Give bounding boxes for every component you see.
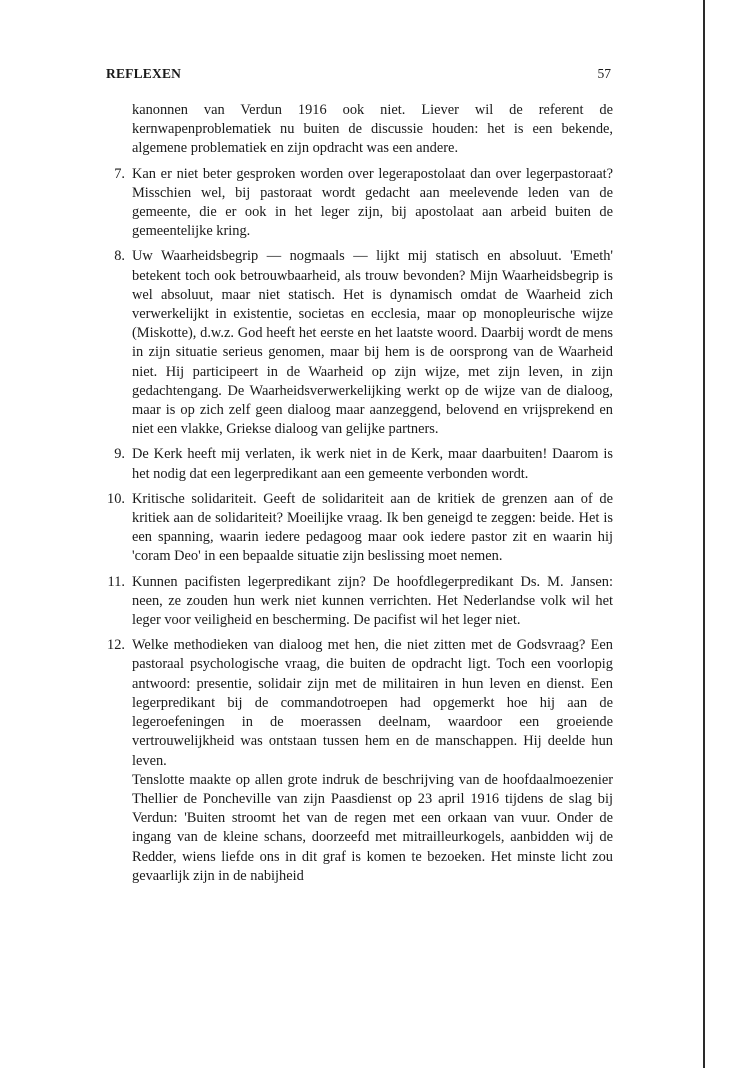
running-header: [106, 66, 611, 86]
item-number: 7.: [114, 165, 125, 182]
list-item-9: [103, 445, 613, 483]
item-text: Kan er niet beter gesproken worden over legerapostolaat dan over legerpastoraat? Misschien wel, bij pastoraat wordt gedacht aan meelevende leden van de gemeente, die er ook in het leger zijn, bij apostolaat aan arbeid buiten de gemeentelijke kring.: [132, 165, 613, 240]
item-number: 11.: [107, 573, 125, 590]
item-text: Kunnen pacifisten legerpredikant zijn? De hoofdlegerpredikant Ds. M. Jansen: neen, ze zouden hun werk niet kunnen verrichten. Het Nederlandse volk wil het leger voor veiligheid en bescherming. De pacifist wil het leger niet.: [132, 573, 613, 629]
page-edge-line: [703, 0, 705, 1068]
body-text: [103, 101, 613, 886]
item-text: De Kerk heeft mij verlaten, ik werk niet in de Kerk, maar daarbuiten! Daarom is het nodig dat een legerpredikant aan een gemeente verbonden wordt.: [132, 446, 613, 482]
list-item-7: [103, 165, 613, 242]
item-text: Welke methodieken van dialoog met hen, die niet zitten met de Godsvraag? Een pastoraal psychologische vraag, die buiten de opdracht ligt. Toch een voorlopig antwoord: presentie, solidair zijn met de militairen in hun leven en dienst. Een legerpredikant bij de commandotroepen had opgemerkt hoe hij aan de legeroefeningen in de moerassen deelnam, waardoor een groeiende vertrouwelijkheid was ontstaan tussen hem en de manschappen. Hij deelde hun leven.: [132, 637, 613, 769]
item-text: Uw Waarheidsbegrip — nogmaals — lijkt mij statisch en absoluut. 'Emeth' betekent toch ook betrouwbaarheid, als trouw bevonden? Mijn Waarheidsbegrip is wel absoluut, maar niet statisch. Het is dynamisch omdat de Waarheid zich verwerkelijkt in existentie, societas en ecclesia, maar op monopleurische wijze (Miskotte), d.w.z. God heeft het eerste en het laatste woord. Daarbij wordt de mens in zijn situatie serieus genomen, maar bij hem is de oorsprong van de Waarheid niet. Hij participeert in de Waarheid op zijn wijze, met zijn leven, in zijn gedachtengang. De Waarheidsverwerkelijking werkt op de wijze van de dialoog, maar is op zich zelf geen dialoog maar aanzeggend, belovend en vrijsprekend en niet een vlakke, Griekse dialoog van gelijke partners.: [132, 248, 613, 438]
closing-paragraph: Tenslotte maakte op allen grote indruk de beschrijving van de hoofdaalmoezenier Thellier de Poncheville van zijn Paasdienst op 23 april 1916 tijdens de slag bij Verdun: 'Buiten stroomt het van de regen met een orkaan van vuur. Onder de ingang van de kleine schans, doorzeefd met mitrailleurkogels, aanbidden wij de Redder, wiens liefde ons in dit graf is komen te bezoeken. Het minste licht zou gevaarlijk zijn in de nabijheid: [132, 771, 613, 884]
page-number: 57: [597, 66, 611, 81]
list-item-10: [103, 490, 613, 567]
list-item-11: [103, 573, 613, 631]
item-number: 12.: [107, 637, 125, 654]
item-number: 8.: [114, 248, 125, 265]
item-text: Kritische solidariteit. Geeft de solidariteit aan de kritiek de grenzen aan of de kritiek aan de solidariteit? Moeilijke vraag. Ik ben geneigd te zeggen: beide. Het is een spanning, waarin iedere pedagoog maar ook iedere pastor zit en waarin hij 'coram Deo' in een bepaalde situatie zijn beslissing moet nemen.: [132, 490, 613, 565]
item-number: 10.: [107, 490, 125, 507]
list-item-12: [103, 636, 613, 770]
running-title: REFLEXEN: [106, 66, 182, 81]
item-number: 9.: [114, 446, 125, 463]
continuation-paragraph: kanonnen van Verdun 1916 ook niet. Liever wil de referent de kernwapenproblematiek nu buiten de discussie houden: het is een bekende, algemene problematiek en zijn opdracht was een andere.: [132, 102, 613, 157]
list-item-8: [103, 247, 613, 439]
